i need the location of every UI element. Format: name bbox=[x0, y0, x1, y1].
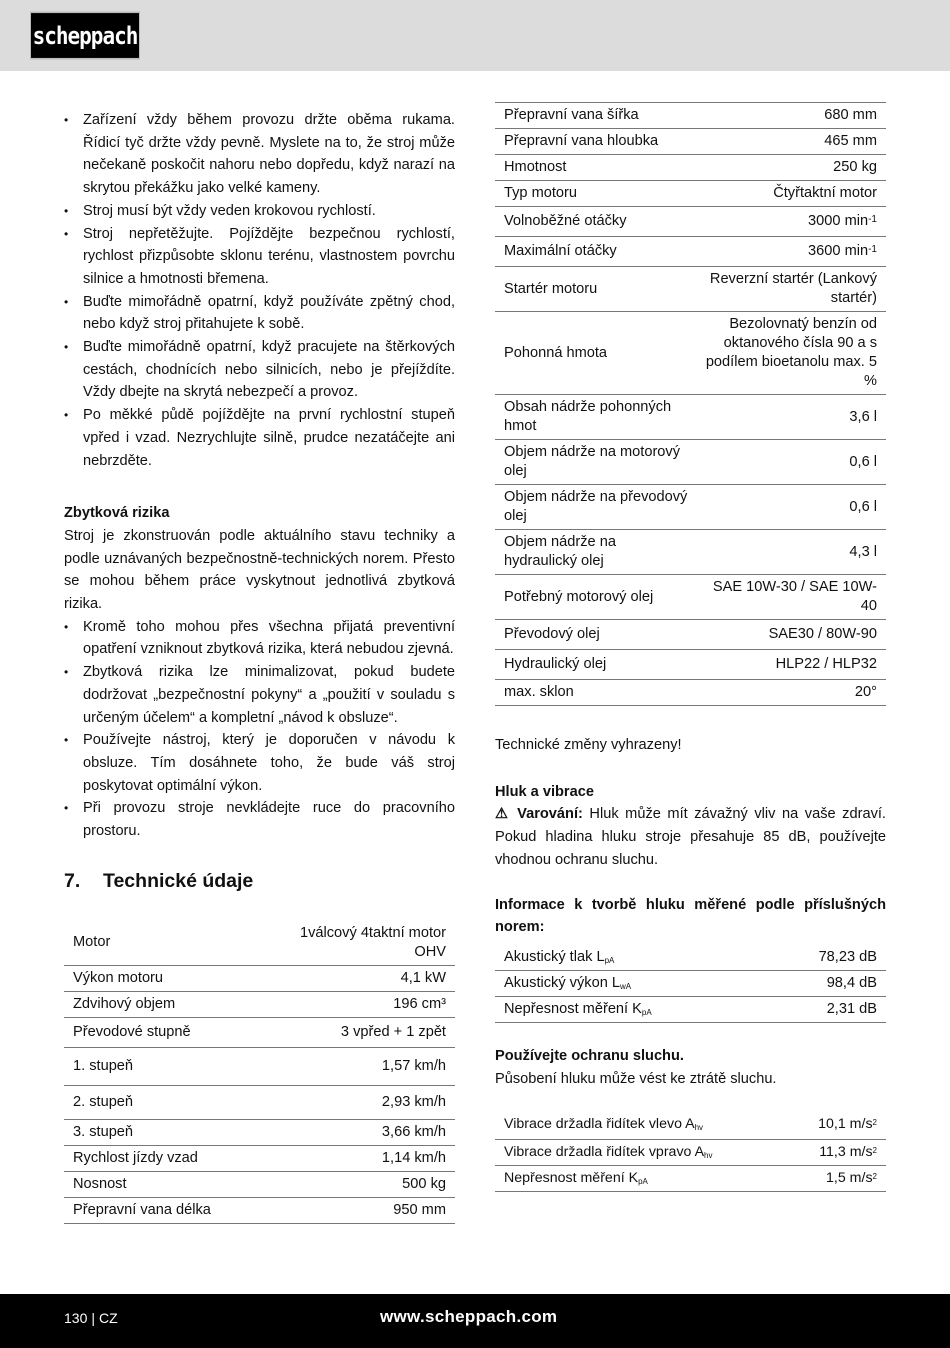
safety-bullets bbox=[64, 109, 455, 472]
list-item: • Zařízení vždy během provozu držte oběma rukama. Řídicí tyč držte vždy pevně. Myslete na to, že stroj může nečekaně poskočit nahoru nebo dopředu, když narazí na skrytou překážku jako velké kameny. bbox=[64, 109, 455, 200]
warning-label: Varování: bbox=[517, 806, 583, 823]
list-item: • Používejte nástroj, který je doporučen v návodu k obsluze. Tím dosáhnete toho, že bude váš stroj poskytovat optimální výkon. bbox=[64, 729, 455, 797]
spec-value: 0,6 l bbox=[698, 485, 886, 530]
spec-label: Potřebný motorový olej bbox=[495, 575, 698, 620]
table-row bbox=[495, 650, 886, 680]
spec-value: Bezolovnatý benzín od oktanového čísla 90 a s podílem bioetanolu max. 5 % bbox=[698, 312, 886, 395]
table-row bbox=[495, 530, 886, 575]
list-item: • Při provozu stroje nevkládejte ruce do pracovního prostoru. bbox=[64, 797, 455, 842]
noise-label: Nepřesnost měření $K_{pA}$ bbox=[495, 996, 763, 1022]
hearing-protection-text: Působení hluku může vést ke ztrátě sluchu. bbox=[495, 1070, 777, 1087]
spec-label: 2. stupeň bbox=[64, 1085, 257, 1119]
spec-label: 3. stupeň bbox=[64, 1119, 257, 1145]
noise-value: 78,23 dB bbox=[763, 945, 886, 971]
table-row bbox=[495, 181, 886, 207]
right-column bbox=[495, 102, 886, 1192]
table-row bbox=[64, 1171, 455, 1197]
spec-label: 1. stupeň bbox=[64, 1047, 257, 1085]
spec-value: 250 kg bbox=[698, 155, 886, 181]
spec-value: 3000 $\min^{-1}$ bbox=[698, 207, 886, 237]
noise-value: 98,4 dB bbox=[763, 970, 886, 996]
warning-icon: ⚠ bbox=[495, 806, 511, 823]
spec-label: Přepravní vana šířka bbox=[495, 103, 698, 129]
spec-value: SAE30 / 80W-90 bbox=[698, 620, 886, 650]
table-row bbox=[495, 103, 886, 129]
noise-table bbox=[495, 945, 886, 1023]
spec-value: 465 mm bbox=[698, 129, 886, 155]
spec-value: 1,57 km/h bbox=[257, 1047, 455, 1085]
spec-value: 1válcový 4taktní motor OHV bbox=[257, 921, 455, 966]
list-item: • Kromě toho mohou přes všechna přijatá preventivní opatření vzniknout zbytková rizika, která nebudou zjevná. bbox=[64, 616, 455, 661]
spec-value: 4,3 l bbox=[698, 530, 886, 575]
left-column bbox=[64, 109, 455, 1224]
spec-value: 2,93 km/h bbox=[257, 1085, 455, 1119]
table-row bbox=[64, 1197, 455, 1223]
table-row bbox=[495, 680, 886, 706]
vibration-label: Vibrace držadla řidítek vlevo $A_{hv}$ bbox=[495, 1110, 787, 1140]
spec-label: Převodový olej bbox=[495, 620, 698, 650]
spec-value: Čtyřtaktní motor bbox=[698, 181, 886, 207]
spec-value: 196 cm³ bbox=[257, 991, 455, 1017]
tech-spec-table-left bbox=[64, 921, 455, 1224]
noise-value: 2,31 dB bbox=[763, 996, 886, 1022]
table-row bbox=[64, 991, 455, 1017]
table-row bbox=[495, 155, 886, 181]
section-title: Technické údaje bbox=[103, 869, 254, 892]
table-row bbox=[495, 440, 886, 485]
vibration-value: 11,3 $m/s^2$ bbox=[787, 1140, 886, 1166]
hearing-protection-heading: Používejte ochranu sluchu. bbox=[495, 1047, 684, 1064]
spec-value: 3600 $\min^{-1}$ bbox=[698, 237, 886, 267]
spec-value: 1,14 km/h bbox=[257, 1145, 455, 1171]
residual-risks-text: Stroj je zkonstruován podle aktuálního stavu techniky a podle uznávaných bezpečnostně-technických norem. Přesto se mohou během práce vyskytnout jednotlivá zbytková rizika. bbox=[64, 527, 455, 613]
spec-label: Volnoběžné otáčky bbox=[495, 207, 698, 237]
spec-label: Objem nádrže na hydraulický olej bbox=[495, 530, 698, 575]
list-item: • Buďte mimořádně opatrní, když pracujete na štěrkových cestách, chodnících nebo silnicích, nebo je přejíždíte. Vždy dbejte na skrytá nebezpečí a provoz. bbox=[64, 336, 455, 404]
noise-label: Akustický výkon $L_{wA}$ bbox=[495, 970, 763, 996]
noise-label: Akustický tlak $L_{pA}$ bbox=[495, 945, 763, 971]
technical-changes-note: Technické změny vyhrazeny! bbox=[495, 737, 682, 753]
spec-value: 3,6 l bbox=[698, 395, 886, 440]
vibration-value: 1,5 $m/s^2$ bbox=[787, 1166, 886, 1192]
spec-label: Rychlost jízdy vzad bbox=[64, 1145, 257, 1171]
spec-label: Nosnost bbox=[64, 1171, 257, 1197]
page-header bbox=[0, 0, 950, 71]
vibration-label: Nepřesnost měření $K_{pA}$ bbox=[495, 1166, 787, 1192]
tech-spec-table-right bbox=[495, 102, 886, 706]
table-row bbox=[495, 620, 886, 650]
noise-heading: Hluk a vibrace bbox=[495, 783, 594, 800]
table-row bbox=[495, 970, 886, 996]
table-row bbox=[495, 1166, 886, 1192]
spec-value: 4,1 kW bbox=[257, 965, 455, 991]
vibration-label: Vibrace držadla řidítek vpravo $A_{hv}$ bbox=[495, 1140, 787, 1166]
spec-label: Zdvihový objem bbox=[64, 991, 257, 1017]
residual-risks-heading: Zbytková rizika bbox=[64, 505, 170, 522]
spec-label: Typ motoru bbox=[495, 181, 698, 207]
table-row bbox=[495, 575, 886, 620]
list-item: • Buďte mimořádně opatrní, když používáte zpětný chod, nebo když stroj přitahujete k sobě. bbox=[64, 291, 455, 336]
spec-label: Maximální otáčky bbox=[495, 237, 698, 267]
spec-value: 950 mm bbox=[257, 1197, 455, 1223]
spec-label: Hmotnost bbox=[495, 155, 698, 181]
spec-label: Objem nádrže na převodový olej bbox=[495, 485, 698, 530]
page-footer bbox=[0, 1294, 950, 1348]
table-row bbox=[64, 1119, 455, 1145]
table-row bbox=[64, 921, 455, 966]
spec-label: Motor bbox=[64, 921, 257, 966]
spec-label: Přepravní vana délka bbox=[64, 1197, 257, 1223]
spec-label: Převodové stupně bbox=[64, 1017, 257, 1047]
table-row bbox=[495, 129, 886, 155]
residual-bullets bbox=[64, 616, 455, 843]
table-row bbox=[495, 237, 886, 267]
table-row bbox=[495, 945, 886, 971]
section-number: 7. bbox=[64, 869, 81, 892]
table-row bbox=[495, 1110, 886, 1140]
spec-value: HLP22 / HLP32 bbox=[698, 650, 886, 680]
spec-label: Pohonná hmota bbox=[495, 312, 698, 395]
spec-value: 680 mm bbox=[698, 103, 886, 129]
spec-label: Obsah nádrže pohonných hmot bbox=[495, 395, 698, 440]
spec-label: Startér motoru bbox=[495, 267, 698, 312]
list-item: • Po měkké půdě pojíždějte na první rychlostní stupeň vpřed i vzad. Nezrychlujte silně, prudce nezatáčejte ani nebrzděte. bbox=[64, 404, 455, 472]
page-number: 130 | CZ bbox=[64, 1310, 118, 1326]
vibration-table bbox=[495, 1110, 886, 1192]
spec-value: 3 vpřed + 1 zpět bbox=[257, 1017, 455, 1047]
spec-value: Reverzní startér (Lankový startér) bbox=[698, 267, 886, 312]
spec-label: Objem nádrže na motorový olej bbox=[495, 440, 698, 485]
list-item: • Stroj nepřetěžujte. Pojíždějte bezpečnou rychlostí, rychlost přizpůsobte sklonu terénu, vlastnostem povrchu silnice a hmotnosti břemena. bbox=[64, 223, 455, 291]
spec-value: 0,6 l bbox=[698, 440, 886, 485]
table-row bbox=[495, 207, 886, 237]
section-heading bbox=[64, 867, 455, 895]
table-row bbox=[495, 395, 886, 440]
spec-label: Hydraulický olej bbox=[495, 650, 698, 680]
table-row bbox=[495, 996, 886, 1022]
table-row bbox=[495, 1140, 886, 1166]
table-row bbox=[495, 485, 886, 530]
spec-value: 20° bbox=[698, 680, 886, 706]
table-row bbox=[64, 1047, 455, 1085]
spec-value: 500 kg bbox=[257, 1171, 455, 1197]
spec-value: 3,66 km/h bbox=[257, 1119, 455, 1145]
table-row bbox=[64, 1145, 455, 1171]
noise-info-heading: Informace k tvorbě hluku měřené podle příslušných norem: bbox=[495, 896, 886, 936]
table-row bbox=[495, 267, 886, 312]
table-row bbox=[495, 312, 886, 395]
scheppach-logo: scheppach bbox=[30, 12, 140, 59]
spec-label: max. sklon bbox=[495, 680, 698, 706]
vibration-value: 10,1 $m/s^2$ bbox=[787, 1110, 886, 1140]
spec-label: Přepravní vana hloubka bbox=[495, 129, 698, 155]
spec-label: Výkon motoru bbox=[64, 965, 257, 991]
table-row bbox=[64, 1017, 455, 1047]
website-link[interactable]: www.scheppach.com bbox=[380, 1307, 558, 1326]
table-row bbox=[64, 965, 455, 991]
list-item: • Stroj musí být vždy veden krokovou rychlostí. bbox=[64, 200, 455, 223]
noise-warning: ⚠ Varování: Hluk může mít závažný vliv na vaše zdraví. Pokud hladina hluku stroje přesahuje 85 dB, používejte vhodnou ochranu sluchu. bbox=[495, 806, 886, 868]
table-row bbox=[64, 1085, 455, 1119]
list-item: • Zbytková rizika lze minimalizovat, pokud budete dodržovat „bezpečnostní pokyny“ a „použití v souladu s určeným účelem“ a kompletní „návod k obsluze“. bbox=[64, 661, 455, 729]
spec-value: SAE 10W-30 / SAE 10W-40 bbox=[698, 575, 886, 620]
